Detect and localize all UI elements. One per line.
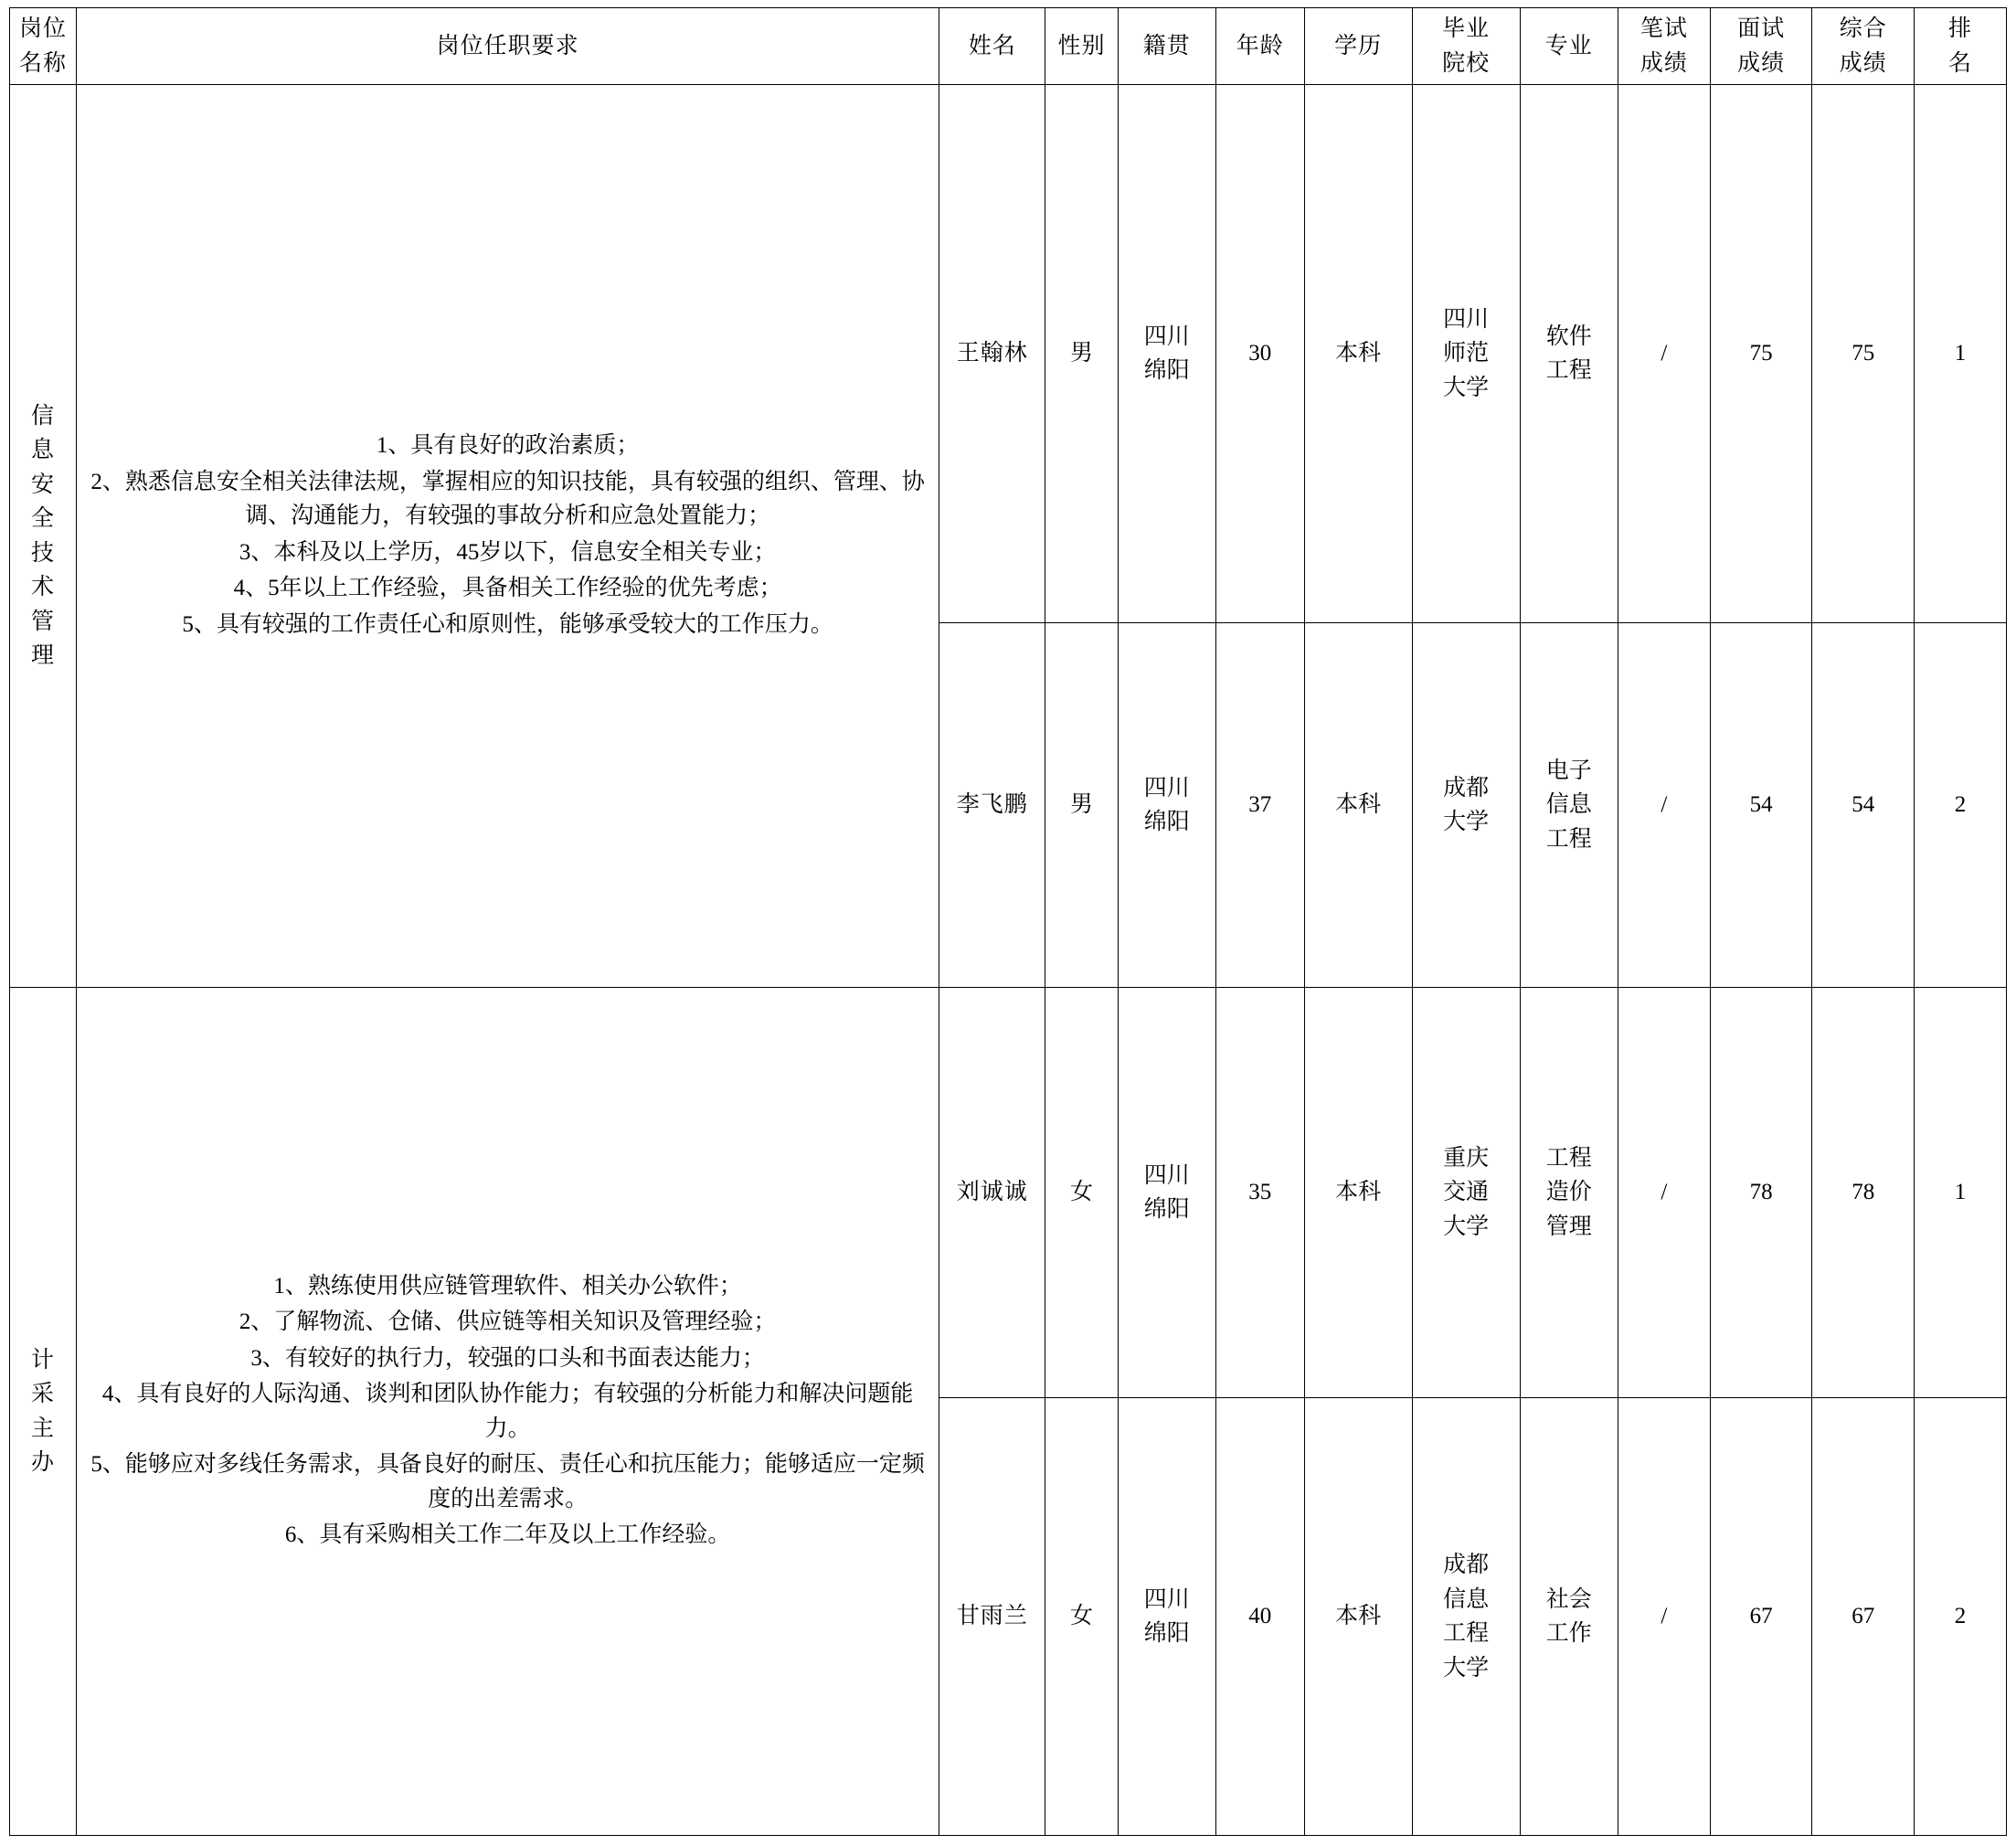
table-row	[10, 85, 2007, 623]
candidate-age: 30	[1215, 85, 1304, 623]
header-written-line2: 成绩	[1639, 50, 1688, 76]
candidate-gender: 男	[1045, 623, 1118, 988]
candidate-gender: 女	[1045, 988, 1118, 1398]
candidate-age: 35	[1215, 988, 1304, 1398]
candidate-written-score: /	[1618, 623, 1710, 988]
candidate-major: 电子 信息 工程	[1520, 623, 1618, 988]
header-position-name	[10, 8, 77, 85]
requirement-item: 1、熟练使用供应链管理软件、相关办公软件；	[273, 1273, 742, 1299]
candidate-total-score: 75	[1812, 85, 1915, 623]
candidate-major: 社会 工作	[1520, 1398, 1618, 1836]
header-hometown: 籍贯	[1118, 8, 1215, 85]
header-major: 专业	[1520, 8, 1618, 85]
header-interview-line2: 成绩	[1737, 50, 1786, 76]
header-age: 年龄	[1215, 8, 1304, 85]
candidate-rank: 2	[1915, 1398, 2007, 1836]
requirement-item: 6、具有采购相关工作二年及以上工作经验。	[284, 1522, 731, 1547]
header-written-score	[1618, 8, 1710, 85]
candidate-hometown: 四川 绵阳	[1118, 988, 1215, 1398]
candidate-school: 四川 师范 大学	[1412, 85, 1520, 623]
candidate-rank: 1	[1915, 85, 2007, 623]
header-position-name-line2: 名称	[18, 50, 67, 76]
candidate-total-score: 78	[1812, 988, 1915, 1398]
candidate-name: 王翰林	[939, 85, 1045, 623]
candidate-written-score: /	[1618, 85, 1710, 623]
requirement-item: 4、5年以上工作经验，具备相关工作经验的优先考虑；	[233, 576, 782, 600]
requirement-item: 1、具有良好的政治素质；	[376, 433, 640, 458]
header-rank	[1915, 8, 2007, 85]
candidate-total-score: 67	[1812, 1398, 1915, 1836]
candidate-name: 刘诚诚	[939, 988, 1045, 1398]
header-interview-score	[1710, 8, 1812, 85]
header-interview-line1: 面试	[1737, 16, 1786, 41]
header-school-line2: 院校	[1442, 50, 1491, 76]
candidate-gender: 男	[1045, 85, 1118, 623]
position-name-cell-0: 信 息 安 全 技 术 管 理	[10, 85, 77, 988]
requirement-item: 4、具有良好的人际沟通、谈判和团队协作能力；有较强的分析能力和解决问题能力。	[101, 1382, 914, 1441]
header-school-line1: 毕业	[1442, 16, 1491, 41]
candidate-school: 成都 大学	[1412, 623, 1520, 988]
header-education: 学历	[1304, 8, 1412, 85]
candidate-school: 重庆 交通 大学	[1412, 988, 1520, 1398]
header-gender: 性别	[1045, 8, 1118, 85]
candidate-interview-score: 67	[1710, 1398, 1812, 1836]
header-written-line1: 笔试	[1639, 16, 1688, 41]
candidate-hometown: 四川 绵阳	[1118, 623, 1215, 988]
candidate-education: 本科	[1304, 623, 1412, 988]
candidate-education: 本科	[1304, 1398, 1412, 1836]
table-row	[10, 988, 2007, 1398]
candidate-major: 软件 工程	[1520, 85, 1618, 623]
requirement-item: 5、能够应对多线任务需求，具备良好的耐压、责任心和抗压能力；能够适应一定频度的出差需求。	[90, 1452, 925, 1511]
candidate-name: 李飞鹏	[939, 623, 1045, 988]
candidate-name: 甘雨兰	[939, 1398, 1045, 1836]
requirements-cell-0	[76, 85, 939, 988]
candidate-interview-score: 75	[1710, 85, 1812, 623]
header-total-score	[1812, 8, 1915, 85]
candidate-education: 本科	[1304, 988, 1412, 1398]
candidate-age: 40	[1215, 1398, 1304, 1836]
table-header-row	[10, 8, 2007, 85]
header-requirements: 岗位任职要求	[76, 8, 939, 85]
candidate-rank: 2	[1915, 623, 2007, 988]
requirement-item: 3、本科及以上学历，45岁以下，信息安全相关专业；	[239, 539, 777, 565]
header-rank-line2: 名	[1948, 50, 1973, 76]
requirement-item: 5、具有较强的工作责任心和原则性，能够承受较大的工作压力。	[182, 611, 833, 637]
header-total-line2: 成绩	[1839, 50, 1887, 76]
candidate-total-score: 54	[1812, 623, 1915, 988]
requirement-item: 3、有较好的执行力，较强的口头和书面表达能力；	[250, 1345, 765, 1371]
position-name-cell-1: 计 采 主 办	[10, 988, 77, 1836]
candidate-school: 成都 信息 工程 大学	[1412, 1398, 1520, 1836]
candidate-written-score: /	[1618, 1398, 1710, 1836]
candidate-age: 37	[1215, 623, 1304, 988]
candidate-written-score: /	[1618, 988, 1710, 1398]
candidate-major: 工程 造价 管理	[1520, 988, 1618, 1398]
candidate-education: 本科	[1304, 85, 1412, 623]
candidate-interview-score: 78	[1710, 988, 1812, 1398]
requirement-item: 2、熟悉信息安全相关法律法规，掌握相应的知识技能，具有较强的组织、管理、协调、沟通能力，有较强的事故分析和应急处置能力；	[90, 469, 925, 528]
recruitment-results-table	[9, 7, 2007, 1836]
header-name: 姓名	[939, 8, 1045, 85]
candidate-hometown: 四川 绵阳	[1118, 1398, 1215, 1836]
candidate-interview-score: 54	[1710, 623, 1812, 988]
requirement-item: 2、了解物流、仓储、供应链等相关知识及管理经验；	[239, 1310, 777, 1334]
candidate-rank: 1	[1915, 988, 2007, 1398]
candidate-hometown: 四川 绵阳	[1118, 85, 1215, 623]
header-total-line1: 综合	[1839, 16, 1887, 41]
header-rank-line1: 排	[1948, 16, 1973, 41]
requirements-cell-1	[76, 988, 939, 1836]
header-position-name-line1: 岗位	[18, 16, 67, 41]
header-school	[1412, 8, 1520, 85]
candidate-gender: 女	[1045, 1398, 1118, 1836]
